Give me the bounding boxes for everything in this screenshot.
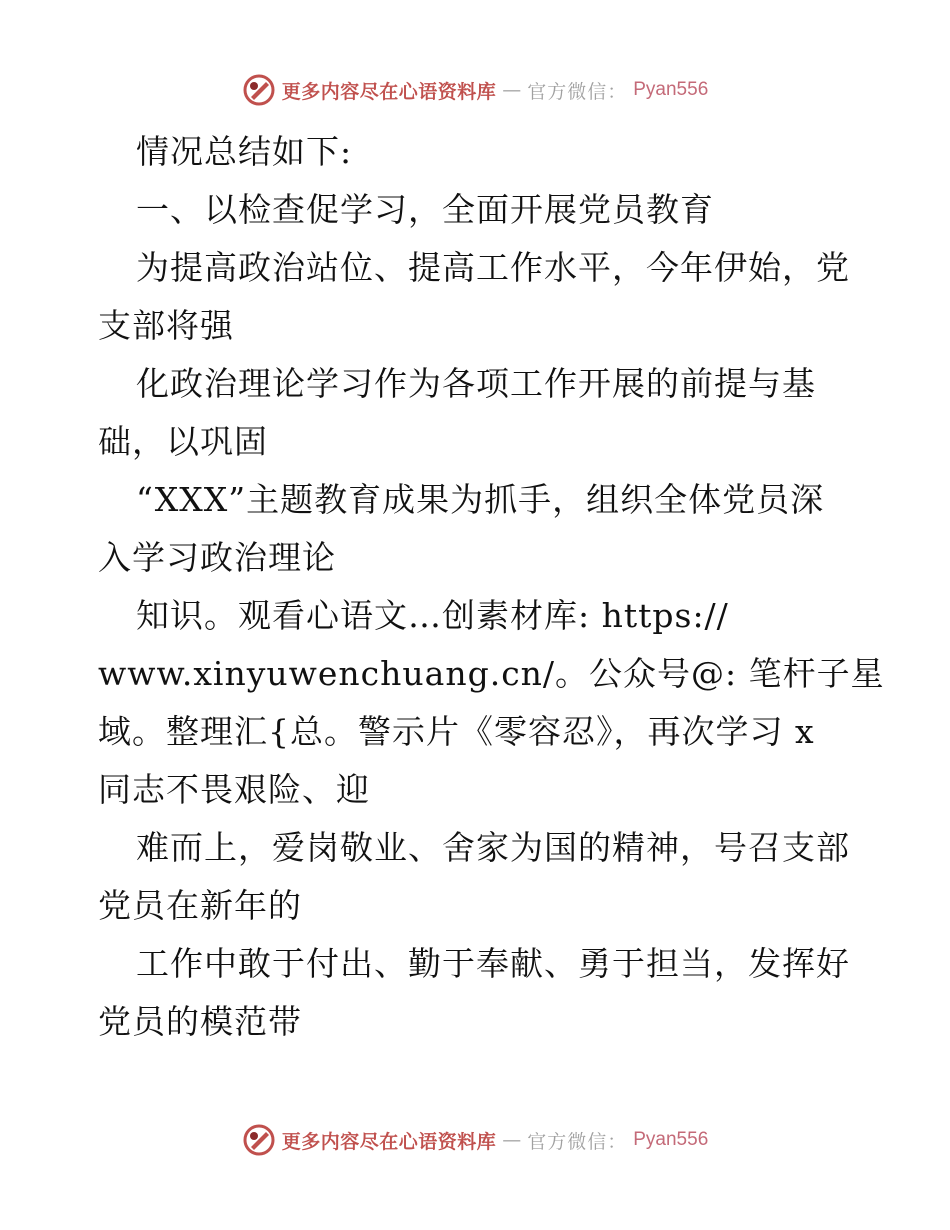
body-line: 域。整理汇{总。警示片《零容忍》，再次学习 x: [98, 712, 815, 751]
body-line: 难而上，爱岗敬业、舍家为国的精神，号召支部: [136, 828, 850, 867]
banner-wechat-label: 官方微信：: [527, 80, 628, 103]
banner-brand-text: 更多内容尽在心语资料库: [281, 1130, 497, 1153]
body-line: 化政治理论学习作为各项工作开展的前提与基: [136, 364, 816, 403]
body-line: 党员的模范带: [98, 1002, 302, 1041]
banner-brand-text: 更多内容尽在心语资料库: [281, 80, 497, 103]
brand-logo-icon: [242, 1123, 276, 1157]
banner-wechat-handle: Pyan556: [633, 79, 709, 100]
header-banner: [0, 70, 950, 110]
document-body: [98, 123, 885, 1051]
footer-banner: [0, 1120, 950, 1160]
body-line: “XXX”主题教育成果为抓手，组织全体党员深: [136, 480, 825, 519]
body-line: 知识。观看心语文…创素材库: https://: [136, 596, 729, 635]
body-line: www.xinyuwenchuang.cn/。公众号@: 笔杆子星: [98, 654, 885, 693]
body-line: 党员在新年的: [98, 886, 302, 925]
body-line: 情况总结如下:: [136, 132, 353, 171]
body-line: 础，以巩固: [98, 422, 268, 461]
body-line: 工作中敢于付出、勤于奉献、勇于担当，发挥好: [136, 944, 850, 983]
body-line: 入学习政治理论: [98, 538, 336, 577]
banner-dash: —: [502, 1129, 522, 1151]
banner-wechat-label: 官方微信：: [527, 1130, 628, 1153]
body-line: 支部将强: [98, 306, 234, 345]
body-line: 一、以检查促学习，全面开展党员教育: [136, 190, 714, 229]
banner-dash: —: [502, 79, 522, 101]
brand-logo-icon: [242, 73, 276, 107]
body-line: 同志不畏艰险、迎: [98, 770, 370, 809]
body-line: 为提高政治站位、提高工作水平，今年伊始，党: [136, 248, 850, 287]
banner-wechat-handle: Pyan556: [633, 1129, 709, 1150]
